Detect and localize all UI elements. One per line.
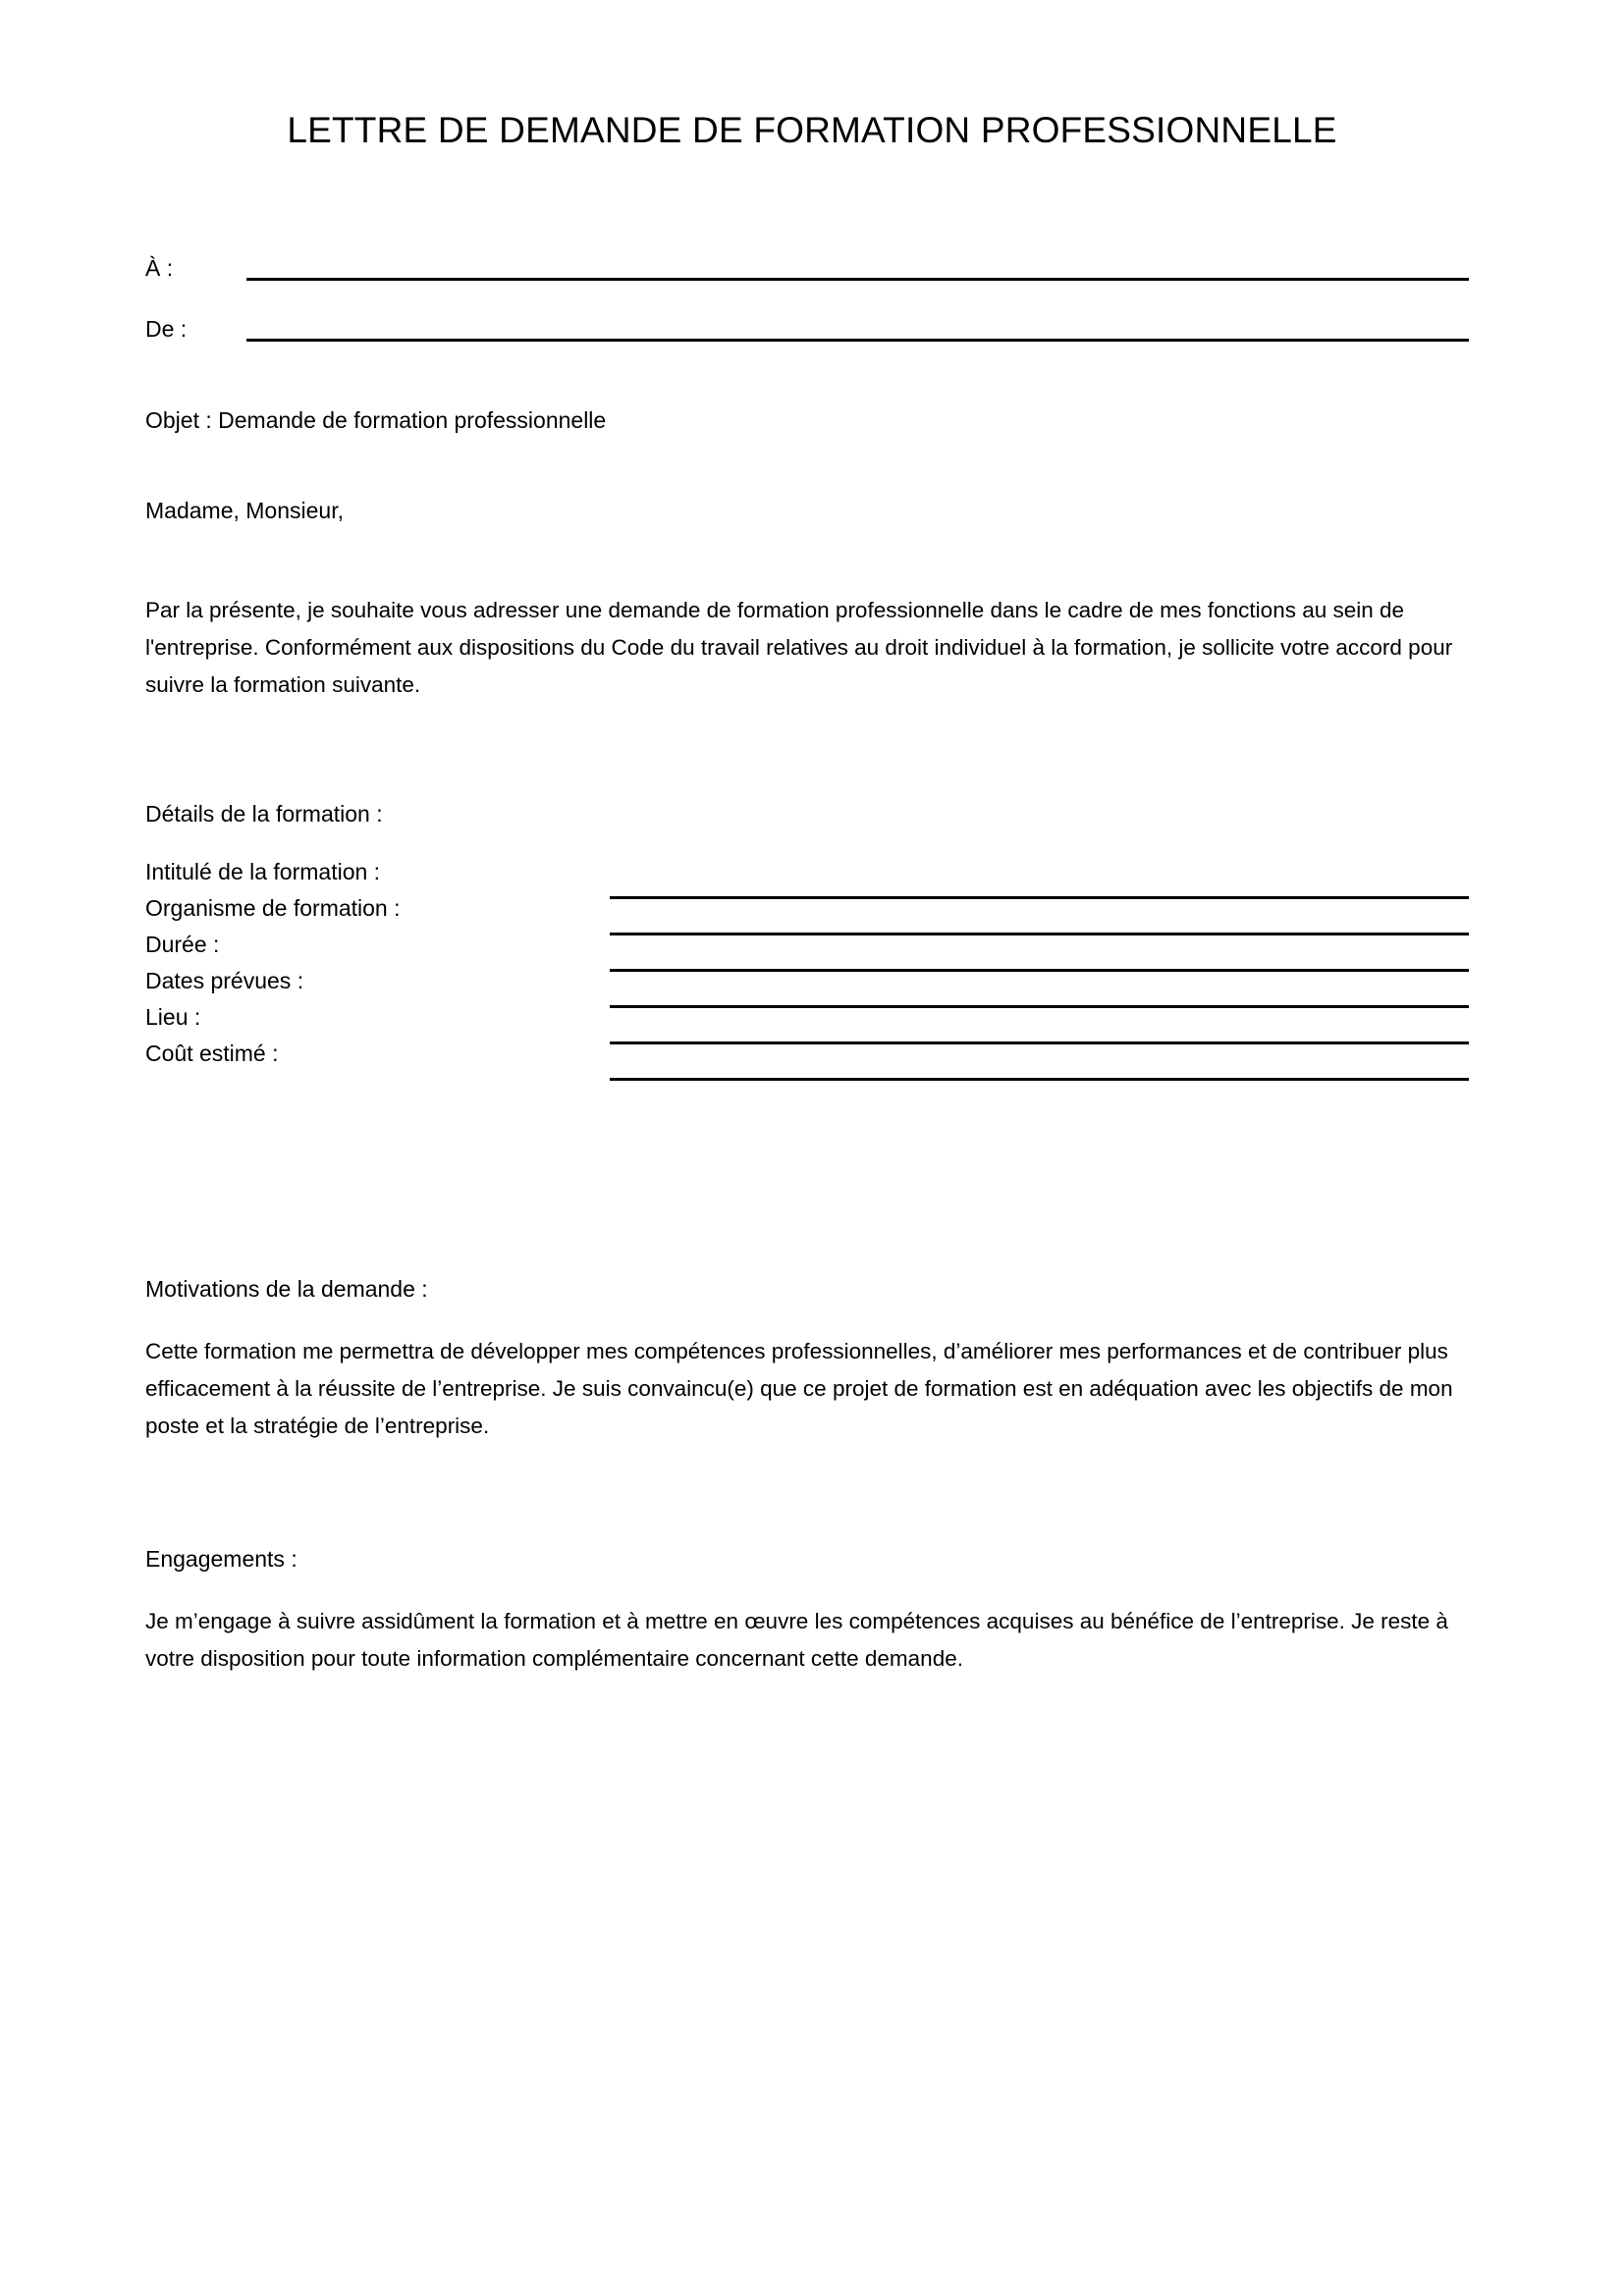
sender-label: De :: [145, 316, 188, 342]
motivations-heading: Motivations de la demande :: [145, 1276, 428, 1302]
salutation: Madame, Monsieur,: [145, 498, 344, 523]
field-label-lieu: Lieu :: [145, 1004, 201, 1030]
field-input-line-titre-formation[interactable]: [610, 896, 1469, 899]
field-label-cout-estime: Coût estimé :: [145, 1041, 279, 1066]
field-label-dates-prevues: Dates prévues :: [145, 968, 304, 993]
training-details-heading: Détails de la formation :: [145, 801, 383, 827]
sender-input-line[interactable]: [246, 339, 1469, 342]
page-title: LETTRE DE DEMANDE DE FORMATION PROFESSIONNELLE: [287, 110, 1337, 150]
subject-line: Objet : Demande de formation professionnelle: [145, 407, 607, 433]
field-label-organisme-formation: Organisme de formation :: [145, 895, 401, 921]
field-input-line-organisme-formation[interactable]: [610, 933, 1469, 935]
field-label-duree: Durée :: [145, 932, 220, 957]
field-label-titre-formation: Intitulé de la formation :: [145, 859, 381, 884]
field-input-line-cout-estime[interactable]: [610, 1078, 1469, 1081]
engagements-heading: Engagements :: [145, 1546, 298, 1572]
engagements-paragraph: Je m’engage à suivre assidûment la formation et à mettre en œuvre les compétences acquises au bénéfice de l’entreprise. Je reste à votre disposition pour toute information complémentaire concernant cette demande.: [145, 1609, 1448, 1671]
field-input-line-lieu[interactable]: [610, 1041, 1469, 1044]
intro-paragraph: Par la présente, je souhaite vous adresser une demande de formation professionnelle dans le cadre de mes fonctions au sein de l'entreprise. Conformément aux dispositions du Code du travail relatives au droit individuel à la formation, je sollicite votre accord pour suivre la formation suivante.: [145, 598, 1453, 697]
field-input-line-duree[interactable]: [610, 969, 1469, 972]
recipient-input-line[interactable]: [246, 278, 1469, 281]
recipient-label: À :: [145, 255, 174, 281]
field-input-line-dates-prevues[interactable]: [610, 1005, 1469, 1008]
motivations-paragraph: Cette formation me permettra de développer mes compétences professionnelles, d’améliorer mes performances et de contribuer plus efficacement à la réussite de l’entreprise. Je suis convaincu(e) que ce projet de formation est en adéquation avec les objectifs de mon poste et la stratégie de l’entreprise.: [145, 1339, 1453, 1438]
